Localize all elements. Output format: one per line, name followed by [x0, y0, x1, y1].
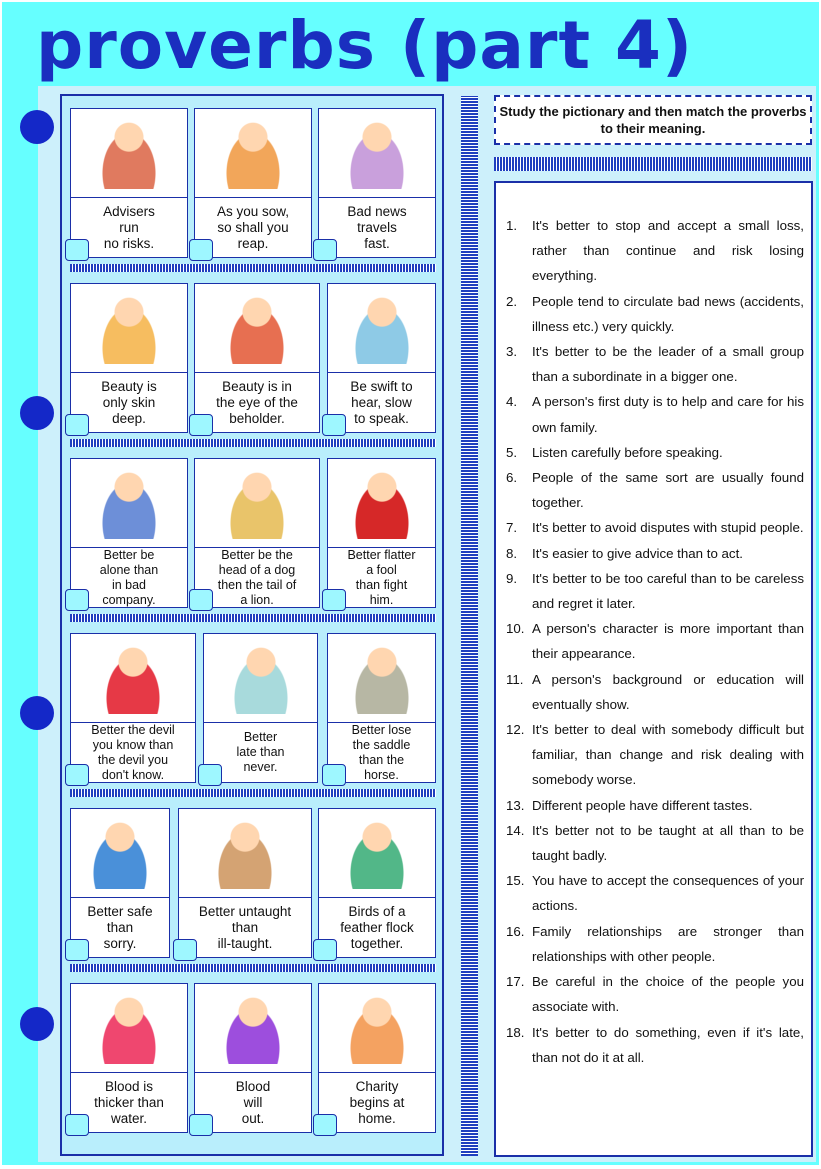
answer-box[interactable]	[313, 1114, 337, 1136]
meaning-number: 7.	[506, 520, 518, 536]
proverb-text: Better be alone than in bad company.	[99, 547, 159, 607]
meaning-number: 13.	[506, 797, 525, 813]
proverb-card	[70, 458, 188, 608]
meaning-number: 1.	[506, 218, 518, 233]
proverb-card	[70, 808, 170, 958]
meaning-text: You have to accept the consequences of your actions.	[532, 873, 804, 914]
cartoon-figure-icon	[340, 817, 414, 889]
cartoon-illustration	[328, 634, 435, 723]
proverb-card	[70, 283, 188, 433]
cartoon-figure-icon	[216, 992, 290, 1064]
proverb-card	[178, 808, 312, 958]
binder-hole-icon	[20, 696, 54, 730]
row-divider	[70, 264, 436, 272]
proverb-text: Better lose the saddle than the horse.	[351, 722, 412, 782]
answer-box[interactable]	[65, 764, 89, 786]
proverb-card	[70, 633, 196, 783]
meaning-number: 17.	[506, 974, 525, 990]
instruction-divider	[494, 157, 812, 171]
proverb-card	[194, 458, 320, 608]
meaning-item	[506, 1020, 804, 1070]
meaning-item	[506, 717, 804, 793]
proverb-text: Advisers run no risks.	[103, 203, 155, 251]
meaning-number: 12.	[506, 722, 525, 738]
meaning-text: It's better to stop and accept a small loss, rather than continue and risk losing everything.	[532, 218, 804, 284]
answer-box[interactable]	[65, 589, 89, 611]
cartoon-illustration	[71, 109, 187, 198]
cartoon-illustration	[195, 284, 319, 373]
proverb-card	[318, 108, 436, 258]
meaning-item	[506, 616, 804, 666]
meaning-item	[506, 919, 804, 969]
page-title: proverbs (part 4)	[36, 7, 694, 84]
cartoon-illustration	[328, 284, 435, 373]
answer-box[interactable]	[189, 414, 213, 436]
cartoon-figure-icon	[220, 292, 294, 364]
cartoon-figure-icon	[345, 292, 419, 364]
proverb-card	[194, 283, 320, 433]
row-divider	[70, 964, 436, 972]
meaning-text: It's better not to be taught at all than to be taught badly.	[532, 822, 804, 864]
meaning-number: 5.	[506, 444, 518, 460]
meaning-text: Be careful in the choice of the people you associate with.	[532, 974, 804, 1015]
cartoon-figure-icon	[92, 292, 166, 364]
meanings-panel	[494, 181, 813, 1157]
meaning-text: Listen carefully before speaking.	[532, 444, 723, 460]
cartoon-illustration	[71, 809, 169, 898]
cartoon-illustration	[319, 809, 435, 898]
proverb-card	[194, 108, 312, 258]
meaning-item	[506, 818, 804, 868]
meaning-text: A person's background or education will eventually show.	[532, 671, 804, 712]
cartoon-figure-icon	[92, 992, 166, 1064]
meaning-number: 8.	[506, 545, 518, 561]
cartoon-figure-icon	[83, 817, 157, 889]
proverb-text: Be swift to hear, slow to speak.	[350, 378, 413, 426]
meaning-number: 15.	[506, 873, 525, 889]
meaning-item	[506, 440, 804, 465]
proverb-text: Better flatter a fool than fight him.	[347, 547, 416, 607]
cartoon-illustration	[319, 984, 435, 1073]
meaning-text: It's better to deal with somebody difficult but familiar, than change and risk dealing with somebody worse.	[532, 722, 804, 788]
meaning-item	[506, 213, 804, 289]
proverb-card	[194, 983, 312, 1133]
cartoon-illustration	[71, 634, 195, 723]
meaning-item	[506, 566, 804, 616]
meaning-number: 18.	[506, 1024, 525, 1040]
cartoon-illustration	[179, 809, 311, 898]
cartoon-figure-icon	[224, 642, 298, 714]
meaning-item	[506, 868, 804, 918]
meaning-text: It's better to do something, even if it's late, than not do it at all.	[532, 1024, 804, 1065]
meaning-number: 11.	[506, 671, 524, 687]
meaning-text: Family relationships are stronger than relationships with other people.	[532, 923, 804, 964]
meaning-text: It's easier to give advice than to act.	[532, 545, 743, 561]
answer-box[interactable]	[173, 939, 197, 961]
meaning-text: It's better to avoid disputes with stupid people.	[532, 520, 804, 536]
proverb-text: Better safe than sorry.	[87, 903, 153, 951]
cartoon-figure-icon	[340, 117, 414, 189]
binder-hole-icon	[20, 110, 54, 144]
meaning-text: A person's first duty is to help and care for his own family.	[532, 394, 804, 435]
answer-box[interactable]	[189, 239, 213, 261]
cartoon-figure-icon	[96, 642, 170, 714]
meaning-number: 10.	[506, 621, 525, 637]
proverb-card	[70, 983, 188, 1133]
cartoon-illustration	[319, 109, 435, 198]
meaning-number: 4.	[506, 394, 518, 410]
meaning-text: It's better to be too careful than to be careless and regret it later.	[532, 570, 804, 612]
meaning-item	[506, 339, 804, 389]
meaning-item	[506, 793, 804, 818]
meaning-text: Different people have different tastes.	[532, 797, 753, 813]
cartoon-illustration	[195, 984, 311, 1073]
row-divider	[70, 439, 436, 447]
answer-box[interactable]	[189, 1114, 213, 1136]
meaning-text: People tend to circulate bad news (accidents, illness etc.) very quickly.	[532, 293, 804, 334]
meaning-text: A person's character is more important than their appearance.	[532, 621, 804, 662]
cartoon-illustration	[328, 459, 435, 548]
cartoon-illustration	[204, 634, 317, 723]
proverb-card	[70, 108, 188, 258]
answer-box[interactable]	[313, 939, 337, 961]
proverb-text: Bad news travels fast.	[347, 203, 407, 251]
proverb-text: As you sow, so shall you reap.	[216, 203, 290, 251]
meaning-number: 2.	[506, 293, 518, 309]
cartoon-figure-icon	[345, 467, 419, 539]
meaning-text: It's better to be the leader of a small group than a subordinate in a bigger one.	[532, 344, 804, 385]
proverb-text: Beauty is in the eye of the beholder.	[216, 378, 298, 426]
meaning-number: 6.	[506, 470, 518, 486]
answer-box[interactable]	[322, 589, 346, 611]
answer-box[interactable]	[65, 414, 89, 436]
meaning-item	[506, 389, 804, 439]
proverb-text: Better be the head of a dog then the tail of a lion.	[217, 547, 297, 607]
answer-box[interactable]	[313, 239, 337, 261]
meaning-number: 9.	[506, 570, 518, 586]
cartoon-figure-icon	[345, 642, 419, 714]
cartoon-figure-icon	[220, 467, 294, 539]
binder-hole-icon	[20, 1007, 54, 1041]
proverb-text: Charity begins at home.	[349, 1078, 405, 1126]
proverb-text: Better untaught than ill-taught.	[198, 903, 292, 951]
proverb-text: Blood is thicker than water.	[94, 1078, 164, 1126]
cartoon-figure-icon	[92, 117, 166, 189]
meaning-item	[506, 515, 804, 540]
meaning-item	[506, 667, 804, 717]
proverb-text: Blood will out.	[235, 1078, 271, 1126]
proverb-text: Beauty is only skin deep.	[101, 378, 157, 426]
answer-box[interactable]	[65, 239, 89, 261]
proverb-card	[327, 283, 436, 433]
proverb-text: Better late than never.	[236, 730, 285, 774]
meaning-item	[506, 289, 804, 339]
answer-box[interactable]	[65, 939, 89, 961]
cartoon-figure-icon	[216, 117, 290, 189]
meanings-list	[506, 213, 804, 1070]
cartoon-figure-icon	[340, 992, 414, 1064]
row-divider	[70, 614, 436, 622]
vertical-divider	[461, 96, 478, 1156]
row-divider	[70, 789, 436, 797]
meaning-item	[506, 969, 804, 1019]
meaning-item	[506, 465, 804, 515]
cartoon-illustration	[195, 459, 319, 548]
meaning-number: 14.	[506, 822, 525, 838]
cartoon-illustration	[71, 459, 187, 548]
cartoon-illustration	[71, 284, 187, 373]
answer-box[interactable]	[322, 764, 346, 786]
proverb-card	[318, 983, 436, 1133]
cartoon-figure-icon	[92, 467, 166, 539]
meaning-text: People of the same sort are usually found together.	[532, 470, 804, 511]
proverb-card	[327, 458, 436, 608]
proverb-text: Birds of a feather flock together.	[340, 903, 414, 951]
answer-box[interactable]	[198, 764, 222, 786]
meaning-number: 3.	[506, 344, 518, 360]
proverb-text: Better the devil you know than the devil you don't know.	[91, 722, 175, 782]
answer-box[interactable]	[322, 414, 346, 436]
proverb-card	[327, 633, 436, 783]
cartoon-illustration	[71, 984, 187, 1073]
meaning-number: 16.	[506, 923, 525, 939]
cartoon-illustration	[195, 109, 311, 198]
proverb-card	[318, 808, 436, 958]
binder-hole-icon	[20, 396, 54, 430]
cartoon-figure-icon	[208, 817, 282, 889]
answer-box[interactable]	[65, 1114, 89, 1136]
instruction-box: Study the pictionary and then match the proverbs to their meaning.	[494, 95, 812, 145]
answer-box[interactable]	[189, 589, 213, 611]
meaning-item	[506, 541, 804, 566]
proverb-card	[203, 633, 318, 783]
